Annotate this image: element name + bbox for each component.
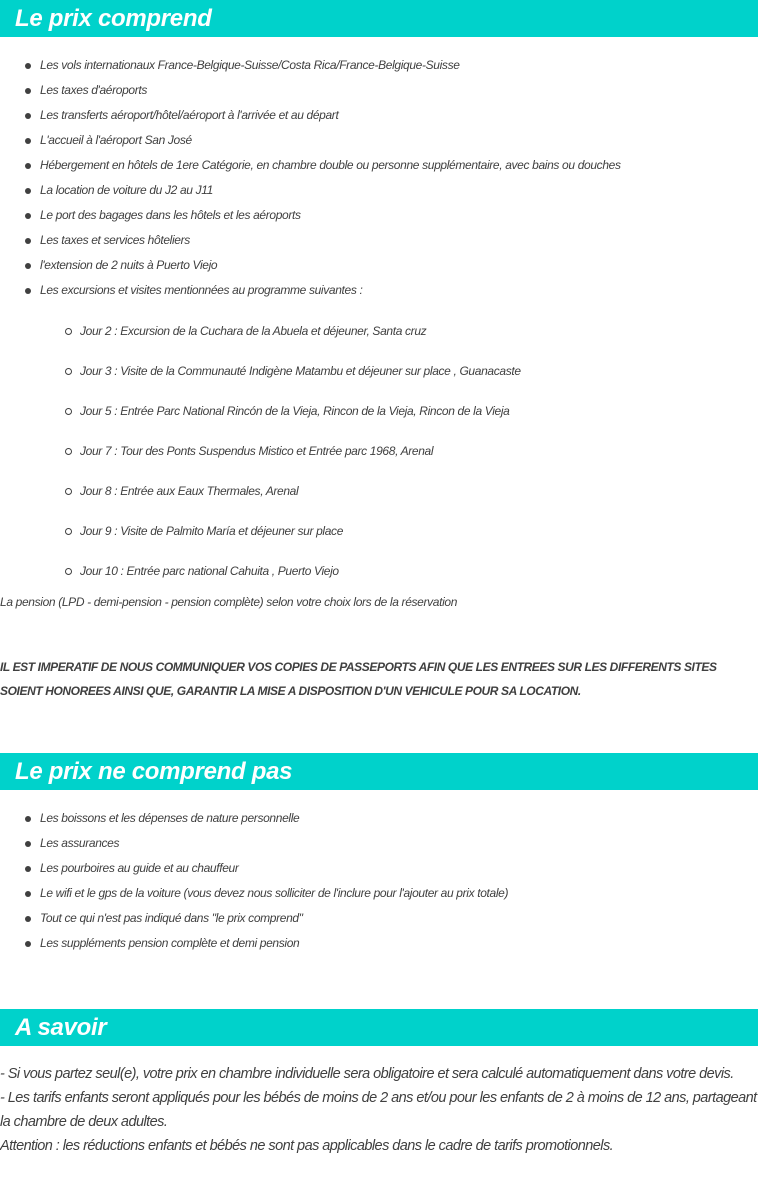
list-item: Les vols internationaux France-Belgique-Suisse/Costa Rica/France-Belgique-Suisse bbox=[0, 53, 758, 78]
bullet-icon bbox=[25, 816, 31, 822]
bullet-icon bbox=[25, 263, 31, 269]
list-item: Les transferts aéroport/hôtel/aéroport à l'arrivée et au départ bbox=[0, 103, 758, 128]
bullet-icon bbox=[25, 916, 31, 922]
list-item: Les suppléments pension complète et demi pension bbox=[0, 931, 758, 956]
list-item: Le port des bagages dans les hôtels et les aéroports bbox=[0, 203, 758, 228]
bullet-icon bbox=[25, 941, 31, 947]
list-item: Les pourboires au guide et au chauffeur bbox=[0, 856, 758, 881]
circle-bullet-icon bbox=[65, 368, 72, 375]
bullet-icon bbox=[25, 163, 31, 169]
bullet-icon bbox=[25, 213, 31, 219]
excluded-list bbox=[0, 806, 758, 956]
bullet-icon bbox=[25, 88, 31, 94]
savoir-title: A savoir bbox=[15, 1013, 107, 1041]
circle-bullet-icon bbox=[65, 568, 72, 575]
included-list bbox=[0, 53, 758, 303]
excursion-item: Jour 8 : Entrée aux Eaux Thermales, Arenal bbox=[0, 471, 758, 511]
pension-note: La pension (LPD - demi-pension - pension complète) selon votre choix lors de la réservation bbox=[0, 595, 458, 609]
bullet-icon bbox=[25, 866, 31, 872]
excluded-section bbox=[0, 753, 758, 956]
bullet-icon bbox=[25, 113, 31, 119]
excursion-item: Jour 10 : Entrée parc national Cahuita , Puerto Viejo bbox=[0, 551, 758, 591]
passport-warning: IL EST IMPERATIF DE NOUS COMMUNIQUER VOS COPIES DE PASSEPORTS AFIN QUE LES ENTREES SUR LES DIFFERENTS SITES SOIENT HONOREES AINSI QUE, GARANTIR LA MISE A DISPOSITION D'UN VEHICULE POUR SA LOCATION. bbox=[0, 660, 717, 698]
excursion-item: Jour 5 : Entrée Parc National Rincón de la Vieja, Rincon de la Vieja, Rincon de la Vieja bbox=[0, 391, 758, 431]
list-item: Le wifi et le gps de la voiture (vous devez nous solliciter de l'inclure pour l'ajouter au prix totale) bbox=[0, 881, 758, 906]
list-item: Les assurances bbox=[0, 831, 758, 856]
bullet-icon bbox=[25, 63, 31, 69]
circle-bullet-icon bbox=[65, 328, 72, 335]
savoir-section bbox=[0, 1009, 758, 1158]
list-item: Tout ce qui n'est pas indiqué dans "le prix comprend" bbox=[0, 906, 758, 931]
savoir-header bbox=[0, 1009, 758, 1046]
bullet-icon bbox=[25, 891, 31, 897]
excluded-header bbox=[0, 753, 758, 790]
list-item: Les excursions et visites mentionnées au programme suivantes : bbox=[0, 278, 758, 303]
list-item: L'accueil à l'aéroport San José bbox=[0, 128, 758, 153]
list-item: Hébergement en hôtels de 1ere Catégorie, en chambre double ou personne supplémentaire, avec bains ou douches bbox=[0, 153, 758, 178]
bullet-icon bbox=[25, 238, 31, 244]
bullet-icon bbox=[25, 188, 31, 194]
included-header bbox=[0, 0, 758, 37]
savoir-paragraph: - Si vous partez seul(e), votre prix en chambre individuelle sera obligatoire et sera calculé automatiquement dans votre devis. bbox=[0, 1066, 734, 1082]
list-item: Les taxes et services hôteliers bbox=[0, 228, 758, 253]
savoir-paragraph: Attention : les réductions enfants et bébés ne sont pas applicables dans le cadre de tarifs promotionnels. bbox=[0, 1138, 614, 1154]
list-item: l'extension de 2 nuits à Puerto Viejo bbox=[0, 253, 758, 278]
circle-bullet-icon bbox=[65, 528, 72, 535]
list-item: Les boissons et les dépenses de nature personnelle bbox=[0, 806, 758, 831]
excluded-title: Le prix ne comprend pas bbox=[15, 757, 293, 785]
list-item: Les taxes d'aéroports bbox=[0, 78, 758, 103]
circle-bullet-icon bbox=[65, 448, 72, 455]
bullet-icon bbox=[25, 288, 31, 294]
circle-bullet-icon bbox=[65, 488, 72, 495]
bullet-icon bbox=[25, 841, 31, 847]
excursion-item: Jour 9 : Visite de Palmito María et déjeuner sur place bbox=[0, 511, 758, 551]
excursion-item: Jour 2 : Excursion de la Cuchara de la Abuela et déjeuner, Santa cruz bbox=[0, 311, 758, 351]
circle-bullet-icon bbox=[65, 408, 72, 415]
bullet-icon bbox=[25, 138, 31, 144]
savoir-body bbox=[0, 1062, 758, 1158]
included-title: Le prix comprend bbox=[15, 4, 212, 32]
savoir-paragraph: - Les tarifs enfants seront appliqués pour les bébés de moins de 2 ans et/ou pour les enfants de 2 à moins de 12 ans, partageant la chambre de deux adultes. bbox=[0, 1090, 757, 1130]
excursion-item: Jour 7 : Tour des Ponts Suspendus Mistico et Entrée parc 1968, Arenal bbox=[0, 431, 758, 471]
excursions-list bbox=[0, 311, 758, 591]
excursion-item: Jour 3 : Visite de la Communauté Indigène Matambu et déjeuner sur place , Guanacaste bbox=[0, 351, 758, 391]
list-item: La location de voiture du J2 au J11 bbox=[0, 178, 758, 203]
